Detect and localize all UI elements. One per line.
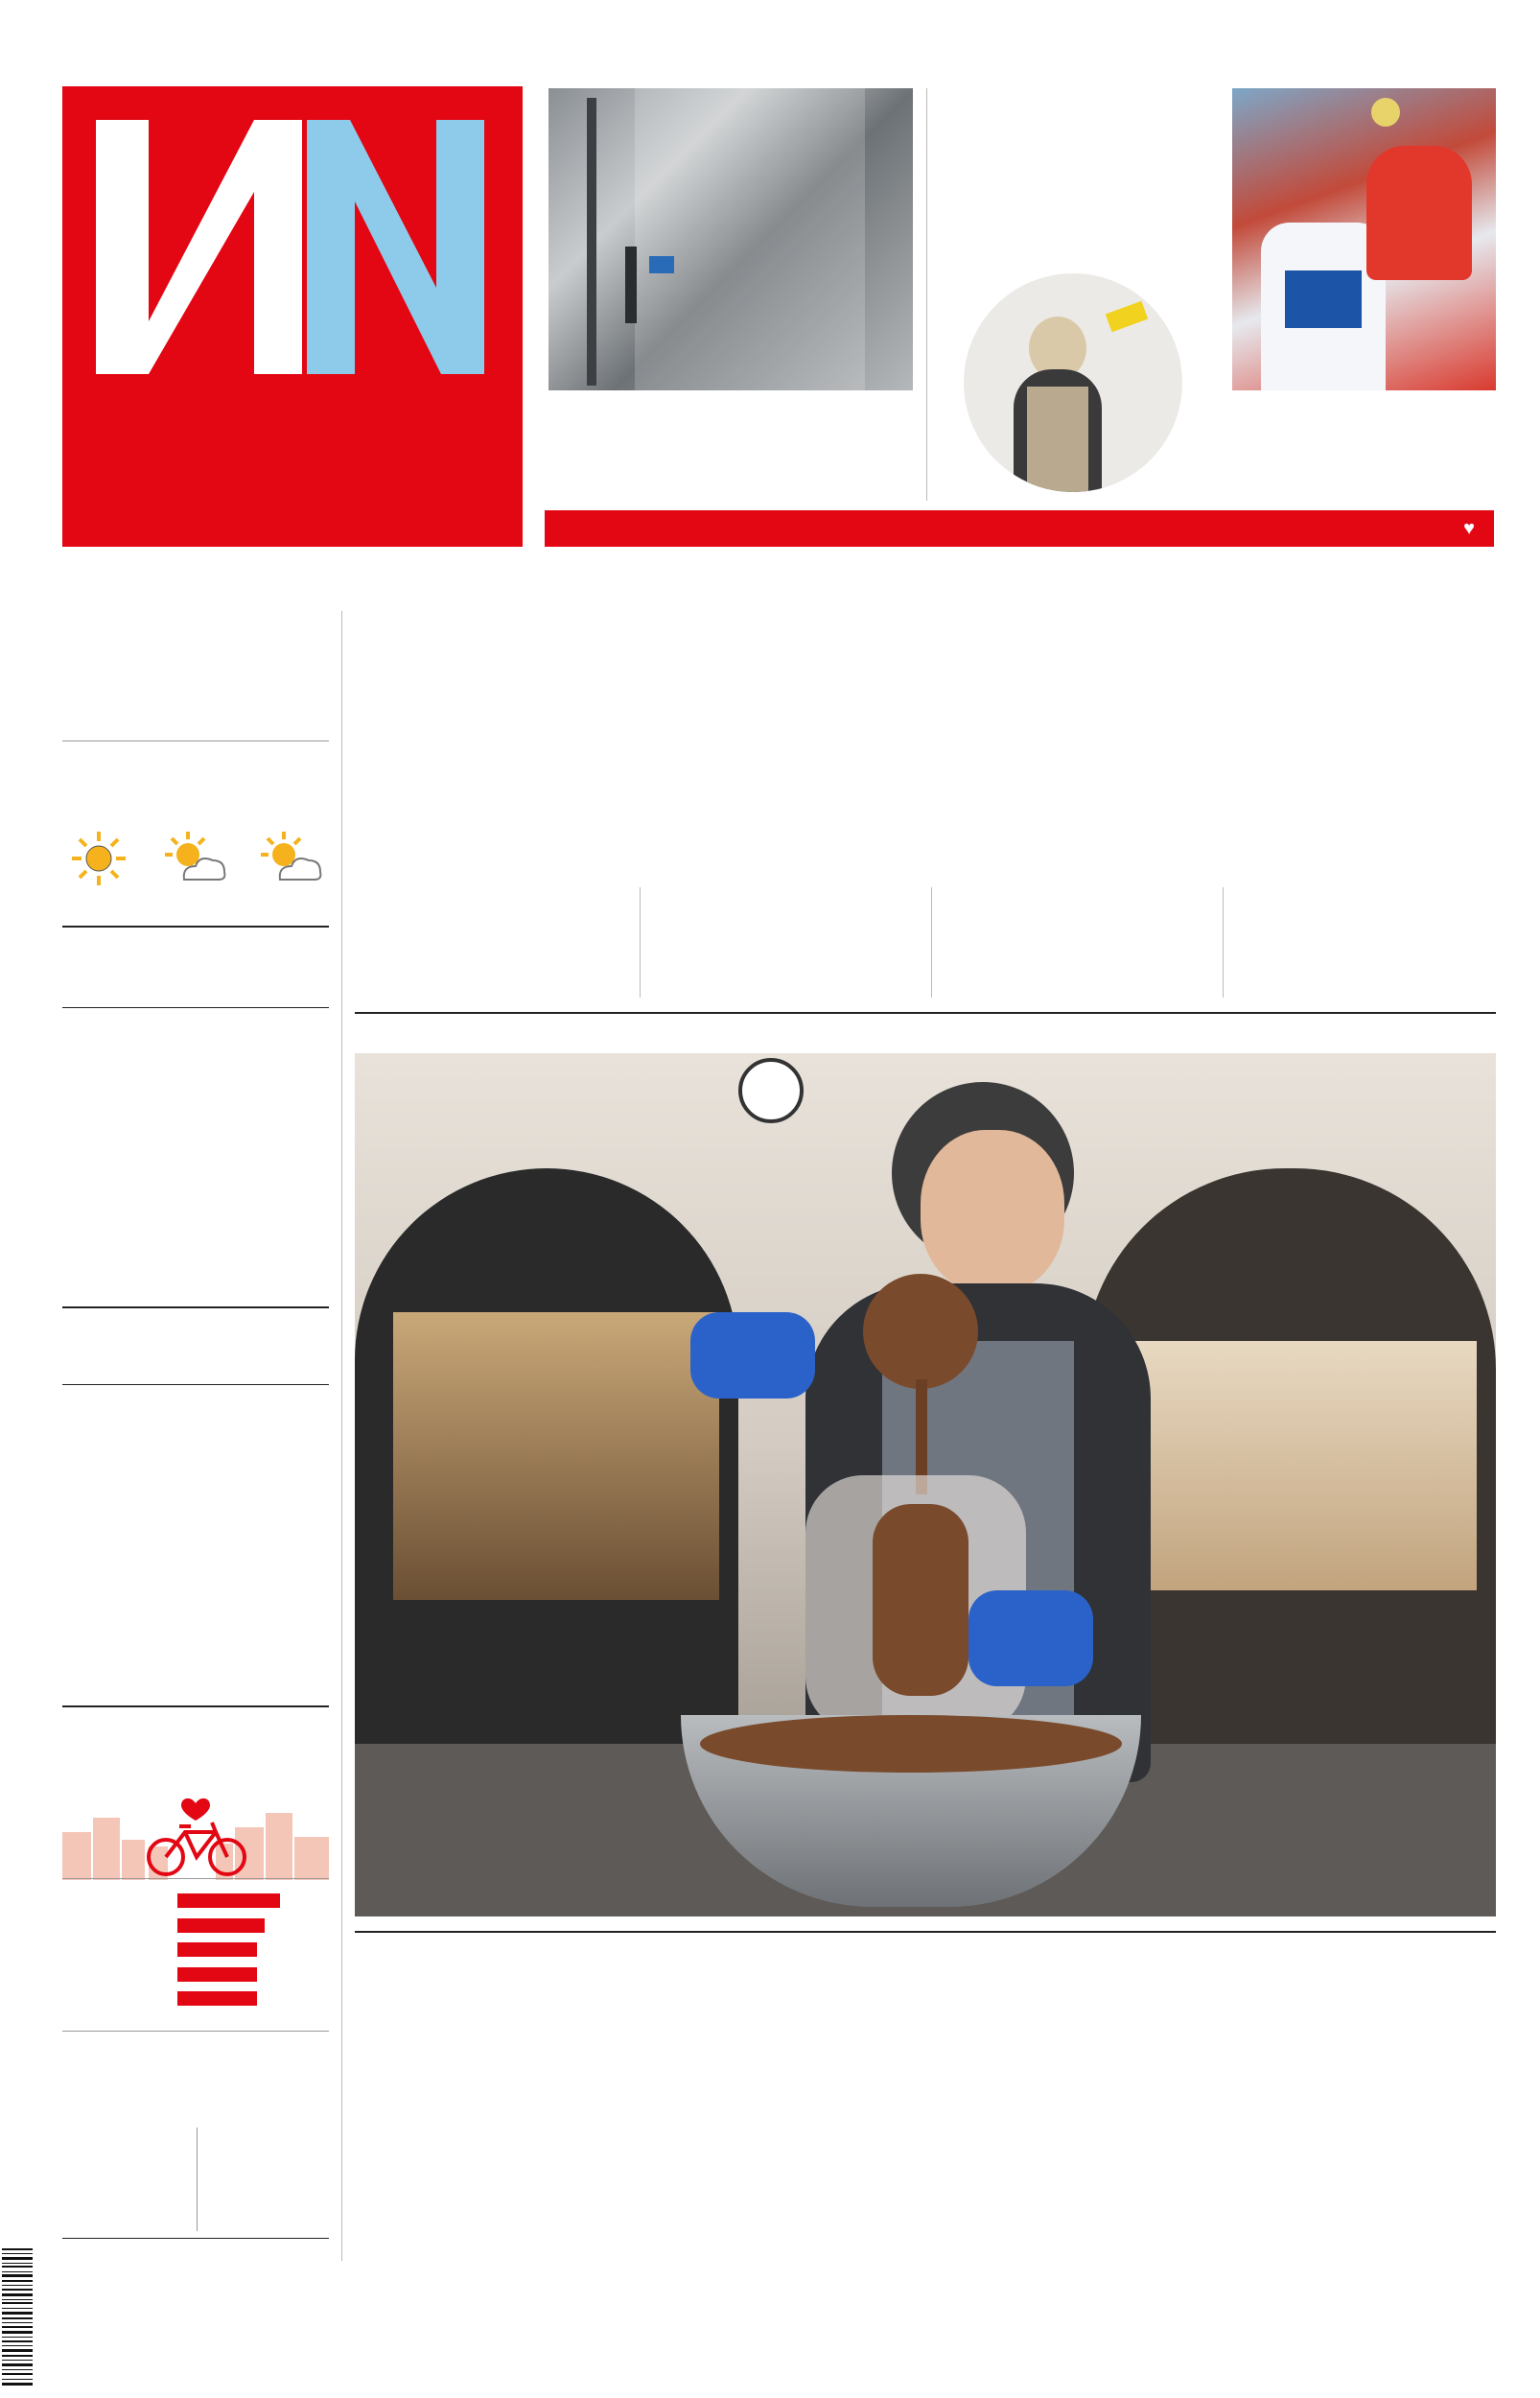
sun-cloud-icon — [163, 830, 228, 887]
chart-bar — [177, 1918, 265, 1933]
heart-icon: ♥ — [1463, 518, 1475, 539]
barcode — [0, 2245, 38, 2388]
city-bike-illustration — [62, 1784, 329, 1880]
date-box — [62, 611, 329, 617]
chart-bar — [177, 1991, 257, 2006]
chart-row — [62, 1939, 329, 1960]
handball-photo[interactable] — [1232, 88, 1496, 390]
chart-bar — [177, 1942, 257, 1957]
chart-bar — [177, 1967, 257, 1982]
chart-row — [62, 1963, 329, 1985]
chart-row — [62, 1987, 329, 2009]
chart-row — [62, 1915, 329, 1936]
sun-icon — [70, 830, 128, 887]
chart-row — [62, 1890, 329, 1911]
door-photo[interactable] — [548, 88, 913, 390]
imprint — [62, 2243, 329, 2246]
artist-portrait[interactable] — [964, 273, 1182, 492]
vn-logo-mark — [62, 86, 523, 547]
hashtag[interactable] — [1463, 518, 1475, 540]
vn-logo[interactable] — [62, 86, 523, 547]
strapline-bar — [545, 510, 1494, 547]
chocolatier-photo[interactable] — [355, 1053, 1496, 1916]
chart-bar — [177, 1893, 280, 1908]
bike-chart — [62, 1717, 329, 1719]
sun-cloud-evening-icon — [259, 830, 324, 887]
